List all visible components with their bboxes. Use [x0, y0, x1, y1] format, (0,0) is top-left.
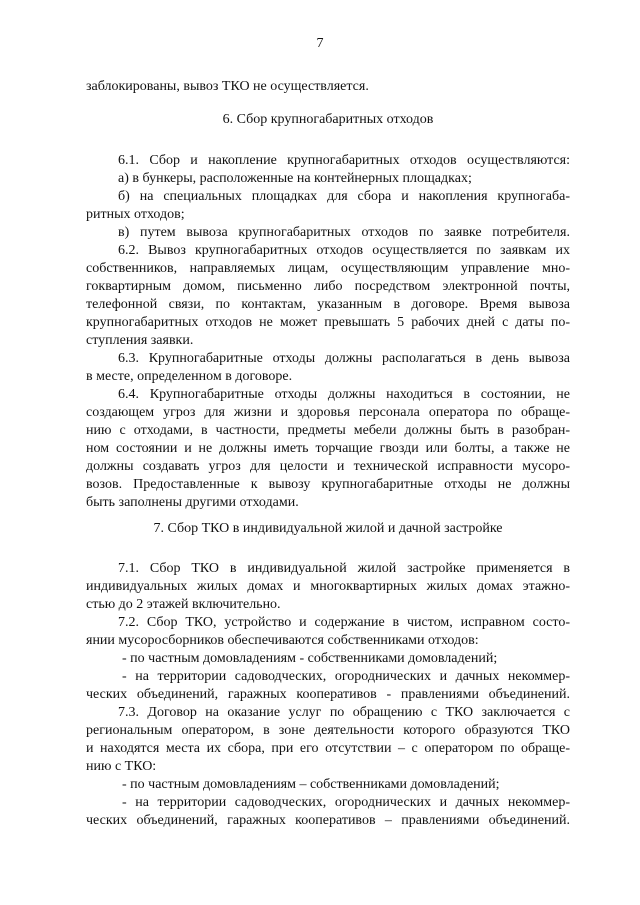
section-6-line: создающем угроз для жизни и здоровья персонала оператора по обраще- [86, 405, 570, 420]
section-7-line: - на территории садоводческих, огороднических и дачных некоммер- [122, 669, 570, 684]
section-7-line: янии мусоросборников обеспечиваются собственниками отходов: [86, 633, 479, 648]
section-6-line: телефонной связи, по контактам, указанным в договоре. Время вывоза [86, 297, 570, 312]
section-7-line: 7.2. Сбор ТКО, устройство и содержание в чистом, исправном состо- [118, 615, 570, 630]
section-7-line: и находятся места их сбора, при его отсутствии – с оператором по обраще- [86, 741, 570, 756]
section-6-line: а) в бункеры, расположенные на контейнерных площадках; [118, 171, 472, 186]
section-6-line: 6.3. Крупногабаритные отходы должны располагаться в день вывоза [118, 351, 570, 366]
section-7-line: стью до 2 этажей включительно. [86, 597, 281, 612]
section-6-line: крупногабаритных отходов не может превышать 5 рабочих дней с даты по- [86, 315, 570, 330]
section-6-line: нию с отходами, в частности, предметы мебели должны быть в разобран- [86, 423, 570, 438]
section-6-line: собственников, направляемых лицам, осуществляющим управление мно- [86, 261, 570, 276]
section-6-line: в) путем вывоза крупногабаритных отходов по заявке потребителя. [118, 225, 570, 240]
section-7-line: ческих объединений, гаражных кооперативов - правлениями объединений. [86, 687, 570, 702]
section-7-line: нию с ТКО: [86, 759, 157, 774]
section-6-line: 6.1. Сбор и накопление крупногабаритных отходов осуществляются: [118, 153, 570, 168]
section-6-line: гоквартирным домом, письменно либо посредством электронной почты, [86, 279, 570, 294]
section-6-line: б) на специальных площадках для сбора и накопления крупногаба- [118, 189, 570, 204]
section-6-line: быть заполнены другими отходами. [86, 495, 299, 510]
section-6-line: ритных отходов; [86, 207, 185, 222]
section-7-line: 7.3. Договор на оказание услуг по обращению с ТКО заключается с [118, 705, 570, 720]
section-7-line: - по частным домовладениям – собственниками домовладений; [122, 777, 500, 792]
section-6-line: ном состоянии и не должны иметь торчащие гвозди или болты, а также не [86, 441, 570, 456]
section-7-line: ческих объединений, гаражных кооперативов – правлениями объединений. [86, 813, 570, 828]
section-6-line: должны создавать угроз для целости и технической исправности мусоро- [86, 459, 570, 474]
section-6-line: 6.2. Вывоз крупногабаритных отходов осуществляется по заявкам их [118, 243, 570, 258]
section-6-heading: 6. Сбор крупногабаритных отходов [222, 112, 434, 127]
section-7-line: индивидуальных жилых домах и многоквартирных жилых домах этажно- [86, 579, 570, 594]
page-number: 7 [316, 36, 324, 51]
section-7-line: 7.1. Сбор ТКО в индивидуальной жилой застройке применяется в [118, 561, 570, 576]
section-6-line: возов. Предоставленные к вывозу крупногабаритные отходы не должны [86, 477, 570, 492]
intro-line: заблокированы, вывоз ТКО не осуществляется. [86, 79, 369, 94]
section-7-heading: 7. Сбор ТКО в индивидуальной жилой и дачной застройке [153, 521, 503, 536]
section-7-line: региональным оператором, в зоне деятельности которого образуются ТКО [86, 723, 570, 738]
section-6-line: ступления заявки. [86, 333, 194, 348]
section-7-line: - по частным домовладениям - собственниками домовладений; [122, 651, 498, 666]
section-6-line: в месте, определенном в договоре. [86, 369, 293, 384]
section-6-line: 6.4. Крупногабаритные отходы должны находиться в состоянии, не [118, 387, 570, 402]
section-7-line: - на территории садоводческих, огороднических и дачных некоммер- [122, 795, 570, 810]
